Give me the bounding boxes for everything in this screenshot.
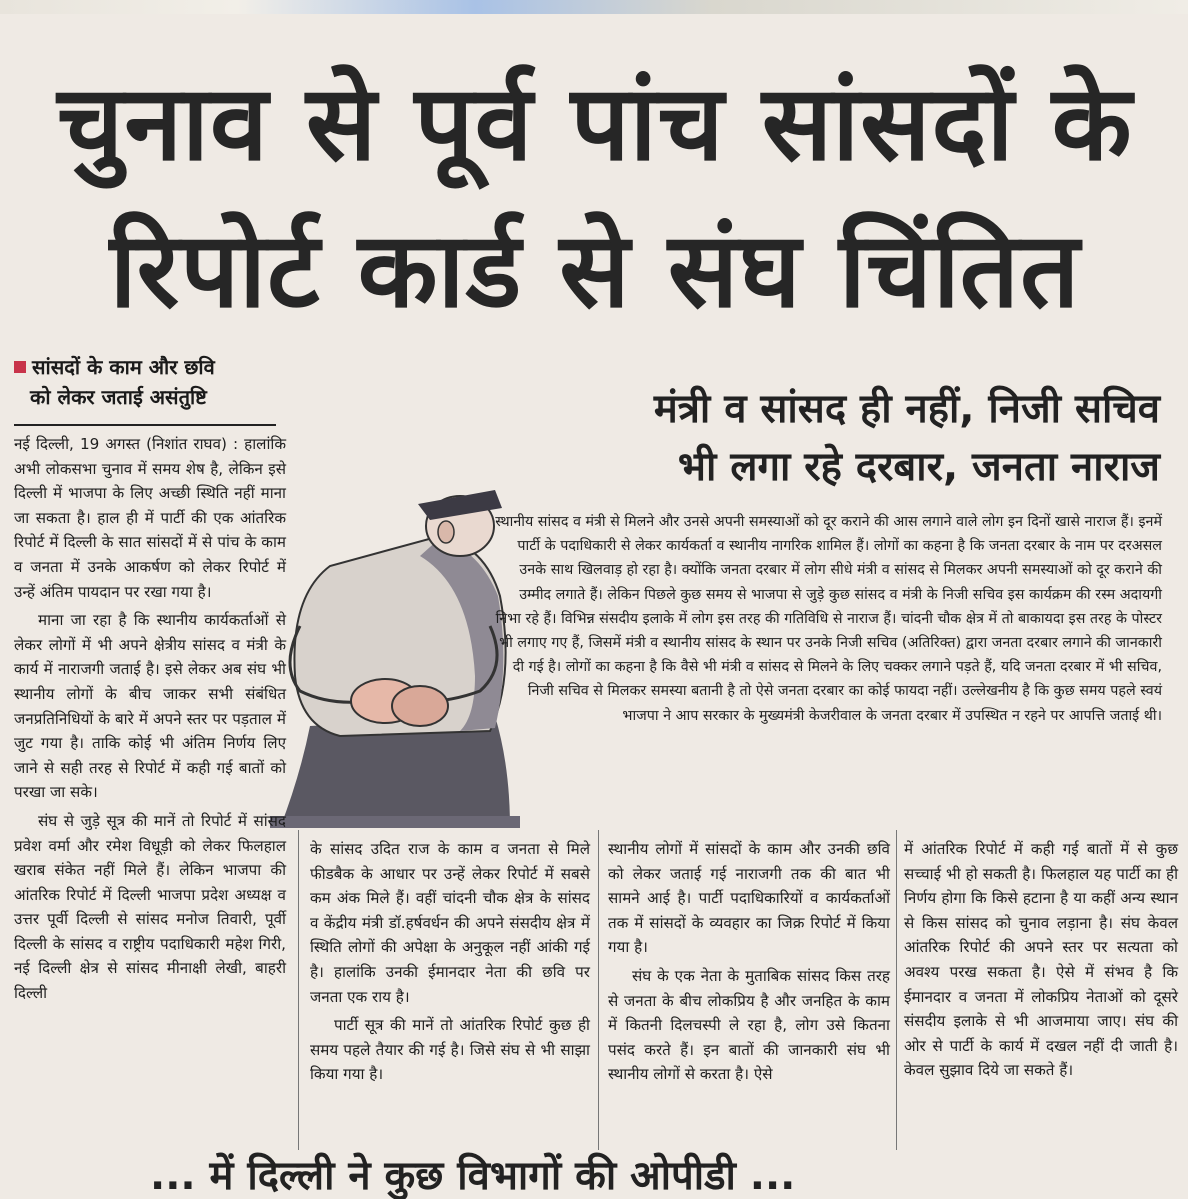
subhead-right <box>520 380 1160 496</box>
subhead-left-line-1: सांसदों के काम और छवि <box>32 355 215 379</box>
article-column-4 <box>904 837 1178 1087</box>
subhead-left-line-2: को लेकर जताई असंतुष्टि <box>30 385 207 409</box>
column-2-paragraph: के सांसद उदित राज के काम व जनता से मिले फीडबैक के आधार पर उन्हें लेकर रिपोर्ट में सबसे कम अंक मिले हैं। वहीं चांदनी चौक क्षेत्र के सांसद व केंद्रीय मंत्री डॉ.हर्षवर्धन की अपने संसदीय क्षेत्र में स्थिति लोगों की अपेक्षा के अनुकूल नहीं आंकी गई है। हालांकि उनकी ईमानदार नेता की छवि पर जनता एक राय है। <box>310 840 590 1006</box>
subhead-right-line-2: भी लगा रहे दरबार, जनता नाराज <box>677 444 1160 490</box>
column-divider <box>896 830 897 1150</box>
subhead-left <box>14 352 276 420</box>
column-1-paragraph: नई दिल्ली, 19 अगस्त (निशांत राघव) : हालांकि अभी लोकसभा चुनाव में समय शेष है, लेकिन इसे दिल्ली में भाजपा के लिए अच्छी स्थिति नहीं माना जा सकता है। हाल ही में पार्टी की एक आंतरिक रिपोर्ट में दिल्ली के सात सांसदों में से पांच के काम व जनता में उनके आकर्षण को लेकर रिपोर्ट में उन्हें अंतिम पायदान पर रखा गया है। <box>14 435 286 601</box>
column-4-paragraph: में आंतरिक रिपोर्ट में कही गई बातों में से कुछ सच्चाई भी हो सकती है। फिलहाल यह पार्टी का ही निर्णय होगा कि किसे हटाना है या कहीं अन्य स्थान से किस सांसद को चुनाव लड़ाना है। संघ केवल आंतरिक रिपोर्ट की अपने स्तर पर सत्यता को अवश्य परख सकता है। ऐसे में संभव है कि ईमानदार व जनता में लोकप्रिय नेताओं को दूसरे संसदीय इलाके से भी आजमाया जाए। संघ की ओर से पार्टी के कार्य में दखल नहीं दी जाती है। केवल सुझाव दिये जा सकते हैं। <box>904 840 1178 1080</box>
article-column-3 <box>608 837 890 1091</box>
article-column-1 <box>14 432 286 1010</box>
column-divider <box>598 830 599 1150</box>
column-divider <box>298 830 299 1150</box>
top-color-band <box>0 0 1188 14</box>
bullet-square-icon <box>14 361 26 373</box>
column-1-paragraph: माना जा रहा है कि स्थानीय कार्यकर्ताओं से लेकर लोगों में भी अपने क्षेत्रीय सांसद व मंत्री के कार्य में नाराजगी जताई है। इसे लेकर अब संघ भी स्थानीय लोगों के बीच जाकर सभी संबंधित जनप्रतिनिधियों के बारे में अपने स्तर पर पड़ताल में जुट गया है। ताकि कोई भी अंतिम निर्णय लिए जाने से सही तरह से रिपोर्ट में कही गई बातों को परखा जा सके। <box>14 611 286 802</box>
column-3-paragraph: संघ के एक नेता के मुताबिक सांसद किस तरह से जनता के बीच लोकप्रिय है और जनहित के काम में कितनी दिलचस्पी ले रहा है, लोग उसे कितना पसंद करते हैं। इन बातों की जानकारी संघ भी स्थानीय लोगों से करता है। ऐसे <box>608 966 890 1084</box>
subhead-rule <box>14 424 276 426</box>
headline-line-2: रिपोर्ट कार्ड से संघ चिंतित <box>109 209 1081 331</box>
intro-paragraph: स्थानीय सांसद व मंत्री से मिलने और उनसे अपनी समस्याओं को दूर कराने की आस लगाने वाले लोग इन दिनों खासे नाराज हैं। इनमें पार्टी के पदाधिकारी से लेकर कार्यकर्ता व स्थानीय नागरिक शामिल हैं। लोगों का कहना है कि जनता दरबार के नाम पर दरअसल उनके साथ खिलवाड़ हो रहा है। क्योंकि जनता दरबार में लोग सीधे मंत्री व सांसद से मिलकर अपनी समस्याओं को दूर कराने की उम्मीद लगाते हैं। लेकिन पिछले कुछ समय से भाजपा से जुड़े कुछ सांसद व मंत्री के निजी सचिव इस कार्यक्रम की रस्म अदायगी निभा रहे हैं। विभिन्न संसदीय इलाके में लोग इस तरह की गतिविधि से नाराज हैं। चांदनी चौक क्षेत्र में तो बाकायदा इस तरह के पोस्टर भी लगाए गए हैं, जिसमें मंत्री व स्थानीय सांसद के स्थान पर उनके निजी सचिव (अतिरिक्त) द्वारा जनता दरबार लगाने की जानकारी दी गई है। लोगों का कहना है कि वैसे भी मंत्री व सांसद से मिलने के लिए चक्कर लगाने पड़ते हैं, यदि जनता दरबार में भी सचिव, निजी सचिव से मिलकर समस्या बतानी है तो ऐसे जनता दरबार का कोई फायदा नहीं। उल्लेखनीय है कि कुछ समय पहले स्वयं भाजपा ने आप सरकार के मुख्यमंत्री केजरीवाल के जनता दरबार में उपस्थित न रहने पर आपत्ति जताई थी। <box>495 514 1162 724</box>
next-headline-strip <box>0 1153 1188 1199</box>
column-2-paragraph: पार्टी सूत्र की मानें तो आंतरिक रिपोर्ट कुछ ही समय पहले तैयार की गई है। जिसे संघ से भी साझा किया गया है। <box>310 1016 590 1084</box>
next-headline-text: ... में दिल्ली ने कुछ विभागों की ओपीडी ... <box>150 1153 796 1199</box>
subhead-right-line-1: मंत्री व सांसद ही नहीं, निजी सचिव <box>653 386 1160 432</box>
column-1-paragraph: संघ से जुड़े सूत्र की मानें तो रिपोर्ट में सांसद प्रवेश वर्मा और रमेश विधूड़ी को लेकर फिलहाल खराब संकेत नहीं मिले हैं। लेकिन भाजपा की आंतरिक रिपोर्ट में दिल्ली भाजपा प्रदेश अध्यक्ष व उत्तर पूर्वी दिल्ली से सांसद मनोज तिवारी, पूर्वी दिल्ली के सांसद व राष्ट्रीय पदाधिकारी महेश गिरी, नई दिल्ली क्षेत्र से सांसद मीनाक्षी लेखी, बाहरी दिल्ली <box>14 811 286 1003</box>
cartoon-man-illustration <box>270 476 520 828</box>
article-column-2 <box>310 837 590 1091</box>
column-3-paragraph: स्थानीय लोगों में सांसदों के काम और उनकी छवि को लेकर जताई गई नाराजगी तक की बात भी सामने आई है। पार्टी पदाधिकारियों व कार्यकर्ताओं तक में सांसदों के व्यवहार का जिक्र रिपोर्ट में किया गया है। <box>608 840 890 957</box>
headline-line-1: चुनाव से पूर्व पांच सांसदों के <box>57 62 1133 184</box>
